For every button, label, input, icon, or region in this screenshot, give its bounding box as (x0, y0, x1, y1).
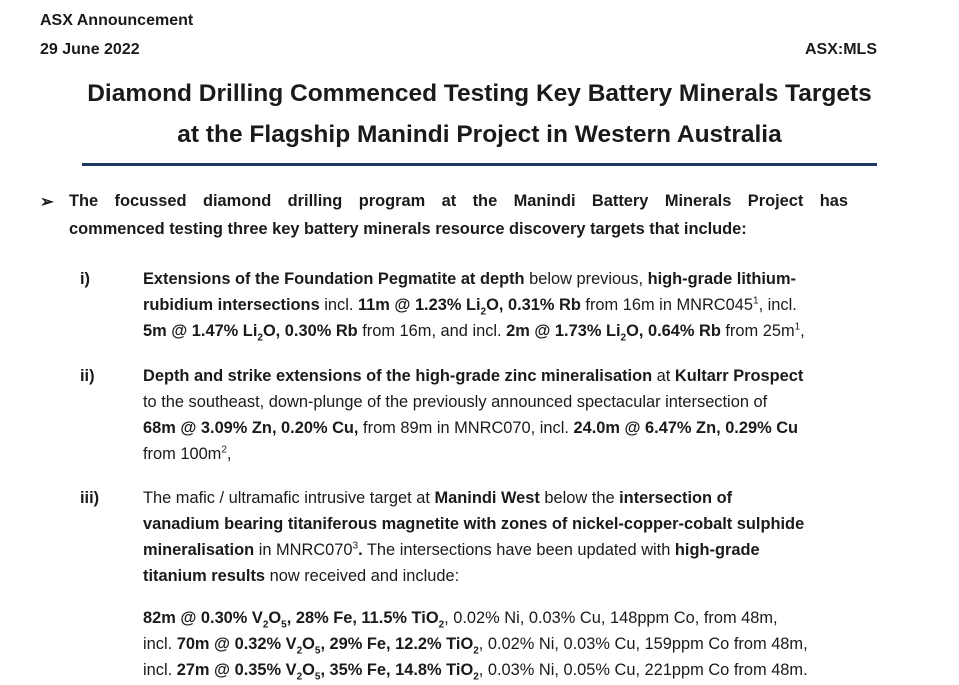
item-iii-line-2: vanadium bearing titaniferous magnetite with zones of nickel-copper-cobalt sulphide (143, 515, 805, 533)
item-ii-line-2: to the southeast, down-plunge of the previously announced spectacular intersection of (143, 393, 768, 411)
item-label-ii: ii) (80, 367, 95, 385)
announcement-label: ASX Announcement (40, 12, 194, 29)
title-line-1: Diamond Drilling Commenced Testing Key Battery Minerals Targets (87, 80, 872, 107)
item-label-iii: iii) (80, 489, 100, 507)
item-iii-line-1: The mafic / ultramafic intrusive target at Manindi West below the intersection of (143, 489, 733, 507)
result-line-2: incl. 70m @ 0.32% $V_2O_5$, 29% Fe, 12.2% TiO$_2$, 0.02% Ni, 0.03% Cu, 159ppm Co from 48m, (143, 635, 808, 657)
item-i-line-3: 5m @ 1.47% $Li_2O$, 0.30% Rb from 16m, and incl. 2m @ 1.73% $Li_2O$, 0.64% Rb from $25m^1$, (143, 321, 805, 344)
item-iii-line-4: titanium results now received and include: (143, 567, 460, 585)
item-i-line-1: Extensions of the Foundation Pegmatite at depth below previous, high-grade lithium- (143, 270, 796, 288)
item-label-i: i) (80, 270, 91, 288)
bullet-arrow-icon: ➢ (40, 193, 54, 211)
result-line-1: 82m @ 0.30% $V_2O_5$, 28% Fe, 11.5% TiO$_2$, 0.02% Ni, 0.03% Cu, 148ppm Co, from 48m, (143, 609, 778, 631)
bullet-line-2: commenced testing three key battery minerals resource discovery targets that include: (69, 220, 747, 238)
item-ii-line-3: 68m @ 3.09% Zn, 0.20% Cu, from 89m in MNRC070, incl. 24.0m @ 6.47% Zn, 0.29% Cu (143, 419, 799, 437)
item-i-line-2: rubidium intersections incl. 11m @ 1.23% $Li_2O$, 0.31% Rb from 16m in $MNRC045^1$, incl. (143, 295, 797, 318)
ticker-label: ASX:MLS (805, 41, 877, 58)
title-divider (82, 163, 877, 166)
item-ii-line-1: Depth and strike extensions of the high-grade zinc mineralisation at Kultarr Prospect (143, 367, 804, 385)
item-ii-line-4: from $100m^2$, (143, 444, 232, 463)
title-line-2: at the Flagship Manindi Project in Western Australia (177, 121, 782, 148)
item-iii-line-3: mineralisation in $MNRC070^3$. The intersections have been updated with high-grade (143, 540, 760, 559)
bullet-line-1: The focussed diamond drilling program at the Manindi Battery Minerals Project has (69, 192, 848, 210)
announcement-date: 29 June 2022 (40, 41, 140, 58)
result-line-3: incl. 27m @ 0.35% $V_2O_5$, 35% Fe, 14.8% TiO$_2$, 0.03% Ni, 0.05% Cu, 221ppm Co from 48m. (143, 661, 808, 683)
